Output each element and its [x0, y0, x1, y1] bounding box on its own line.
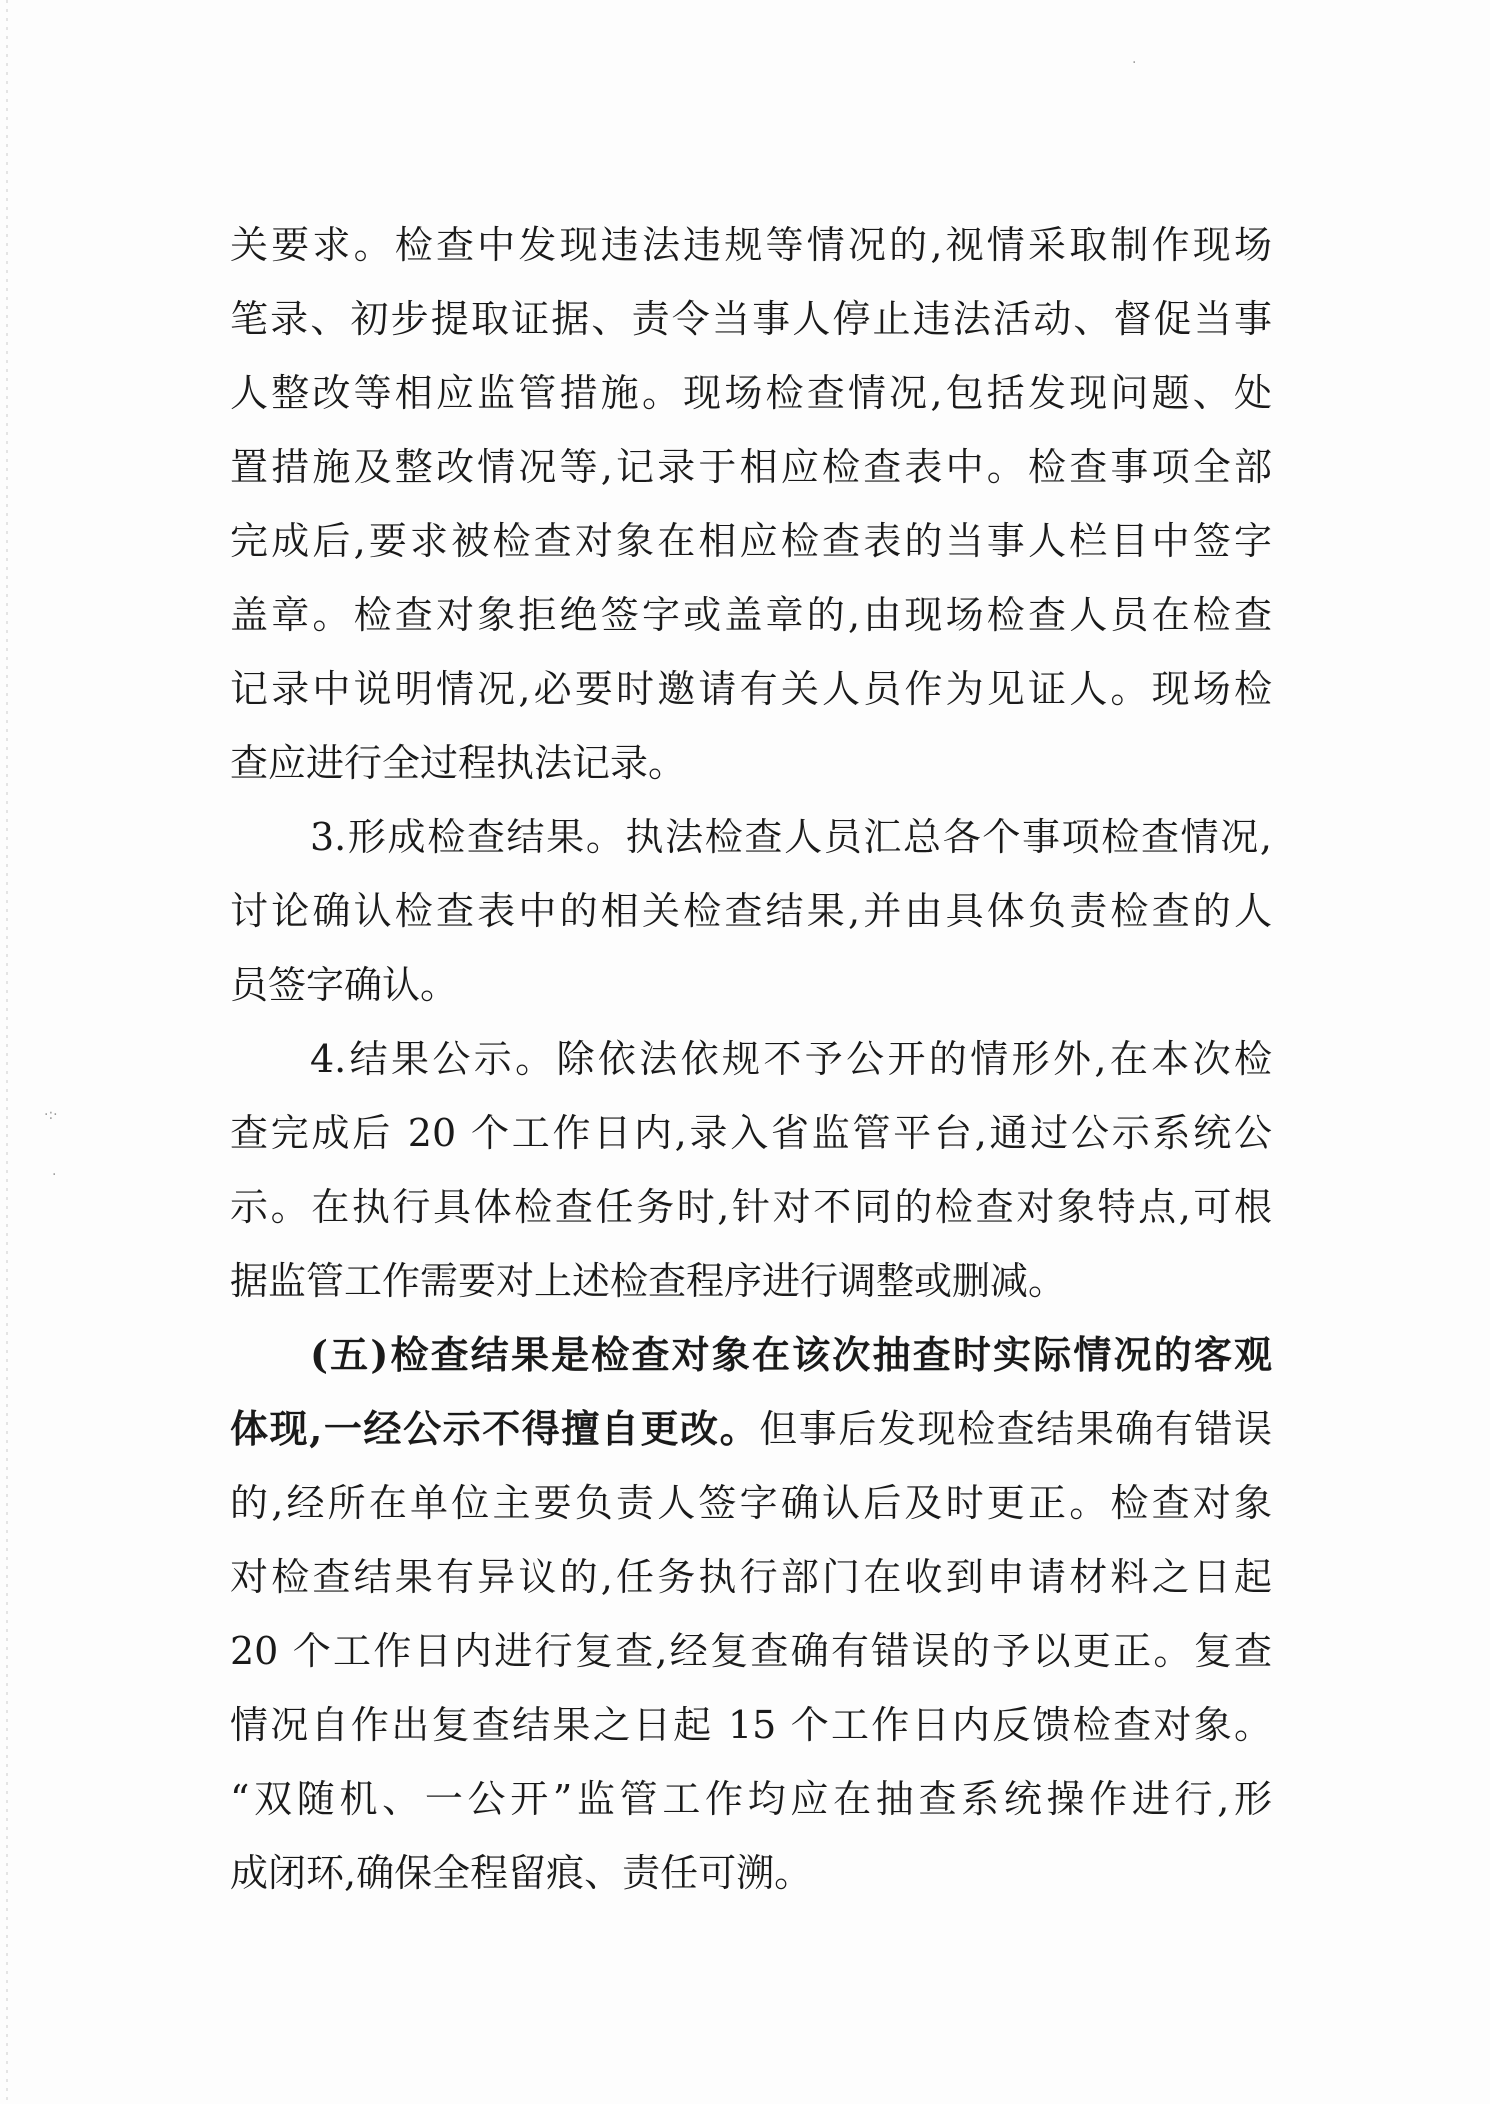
scan-speckle: ·	[52, 1167, 57, 1183]
scan-speckle: ·:·	[44, 1107, 58, 1123]
text-line: 盖章。检查对象拒绝签字或盖章的,由现场检查人员在检查	[230, 593, 1272, 637]
text-line: 笔录、初步提取证据、责令当事人停止违法活动、督促当事	[230, 297, 1272, 341]
text-line: 示。在执行具体检查任务时,针对不同的检查对象特点,可根	[230, 1185, 1272, 1229]
paragraph-3-heading-line: 3.形成检查结果。执法检查人员汇总各个事项检查情况,	[310, 815, 1272, 859]
text-line: 的,经所在单位主要负责人签字确认后及时更正。检查对象	[230, 1481, 1272, 1525]
text-line: “双随机、一公开”监管工作均应在抽查系统操作进行,形	[230, 1777, 1272, 1821]
paragraph-4-heading-line: 4.结果公示。除依法依规不予公开的情形外,在本次检	[310, 1037, 1272, 1081]
document-body	[230, 208, 1272, 1910]
section-5-heading-line: (五)检查结果是检查对象在该次抽查时实际情况的客观	[310, 1332, 1272, 1377]
scan-speckle: ·	[1132, 55, 1137, 71]
text-line: 关要求。检查中发现违法违规等情况的,视情采取制作现场	[230, 223, 1272, 267]
text-line: 员签字确认。	[230, 963, 459, 1007]
mixed-bold-line	[230, 1392, 1272, 1466]
text-line: 查完成后 20 个工作日内,录入省监管平台,通过公示系统公	[230, 1111, 1272, 1155]
text-line: 据监管工作需要对上述检查程序进行调整或删减。	[230, 1259, 1067, 1303]
text-line: 记录中说明情况,必要时邀请有关人员作为见证人。现场检	[230, 667, 1272, 711]
text-line: 成闭环,确保全程留痕、责任可溯。	[230, 1851, 813, 1895]
text-line: 人整改等相应监管措施。现场检查情况,包括发现问题、处	[230, 371, 1272, 415]
text-line: 讨论确认检查表中的相关检查结果,并由具体负责检查的人	[230, 889, 1272, 933]
text-line: 20 个工作日内进行复查,经复查确有错误的予以更正。复查	[230, 1629, 1272, 1673]
text-line: 情况自作出复查结果之日起 15 个工作日内反馈检查对象。	[230, 1703, 1272, 1747]
bold-heading-fragment: 体现,一经公示不得擅自更改。	[230, 1406, 760, 1451]
scan-edge-artifact	[6, 0, 8, 2104]
text-line: 查应进行全过程执法记录。	[230, 741, 687, 785]
text-line: 对检查结果有异议的,任务执行部门在收到申请材料之日起	[230, 1555, 1272, 1599]
text-line: 完成后,要求被检查对象在相应检查表的当事人栏目中签字	[230, 519, 1272, 563]
text-line: 置措施及整改情况等,记录于相应检查表中。检查事项全部	[230, 445, 1272, 489]
text-fragment: 但事后发现检查结果确有错误	[759, 1407, 1272, 1451]
